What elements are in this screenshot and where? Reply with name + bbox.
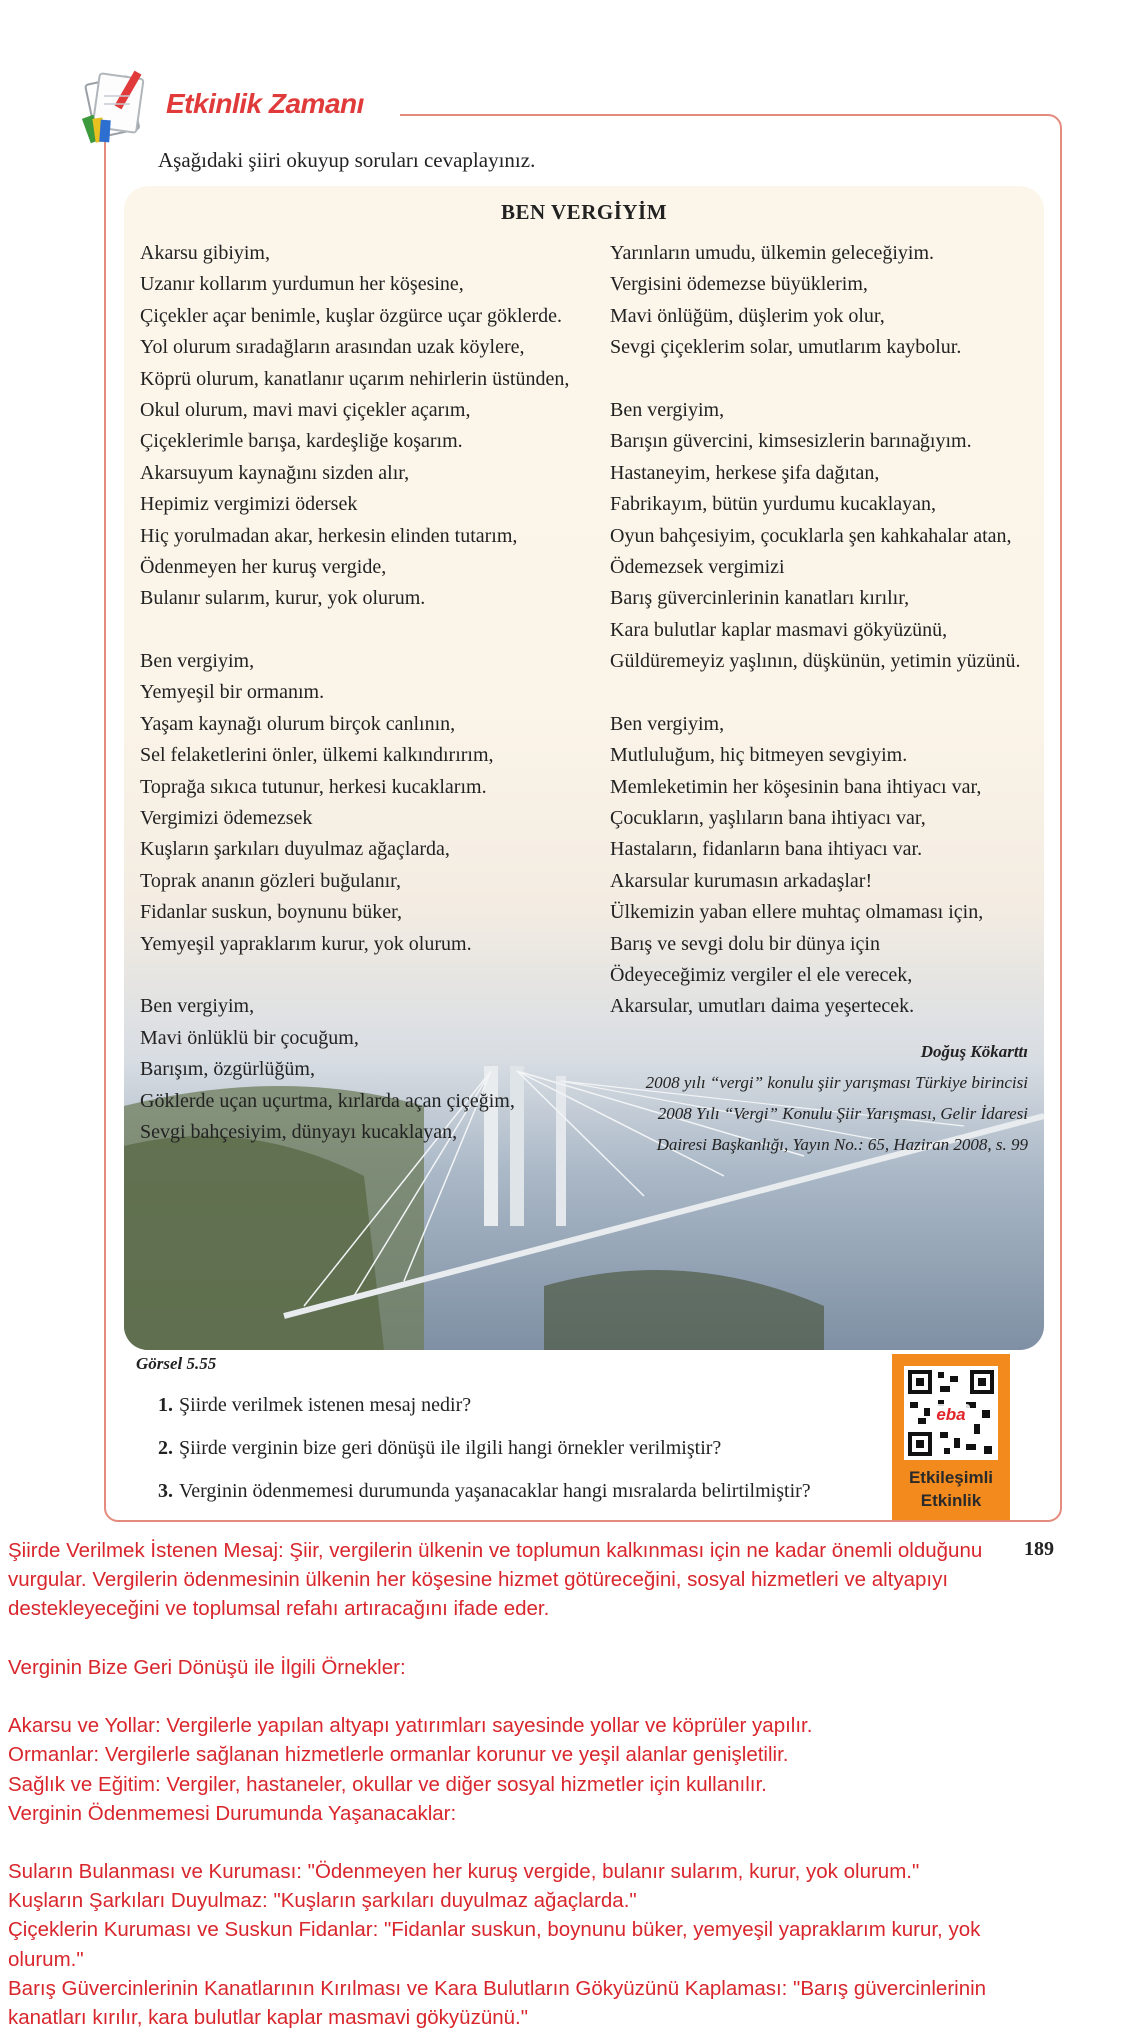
qr-code[interactable] xyxy=(904,1366,998,1460)
poem-line: Ülkemizin yaban ellere muhtaç olmaması için, xyxy=(610,901,984,924)
poem-panel xyxy=(124,186,1044,1350)
poem-line: Hiç yorulmadan akar, herkesin elinden tutarım, xyxy=(140,524,518,547)
activity-title: Etkinlik Zamanı xyxy=(166,88,364,119)
page-number: 189 xyxy=(1024,1538,1054,1560)
poem-line: Vergimizi ödemezsek xyxy=(140,807,313,830)
poem-line: Hepimiz vergimizi ödersek xyxy=(140,493,358,516)
poem-line: Uzanır kollarım yurdumun her köşesine, xyxy=(140,273,464,296)
credit-line: 2008 Yılı “Vergi” Konulu Şiir Yarışması, Gelir İdaresi xyxy=(657,1104,1028,1123)
instruction-text: Aşağıdaki şiiri okuyup soruları cevaplayınız. xyxy=(158,148,536,172)
poem-line: Okul olurum, mavi mavi çiçekler açarım, xyxy=(140,398,471,421)
poem-line: Yol olurum sıradağların arasından uzak köylere, xyxy=(140,336,525,359)
poem-line: Fidanlar suskun, boynunu büker, xyxy=(140,901,402,924)
poem-line: Yemyeşil yapraklarım kurur, yok olurum. xyxy=(140,932,472,955)
poem-line: Ödemezsek vergimizi xyxy=(610,555,785,578)
answer-line xyxy=(8,1624,1088,1653)
poem-line: Göklerde uçan uçurtma, kırlarda açan çiçeğim, xyxy=(140,1089,515,1112)
answer-line: Şiirde Verilmek İstenen Mesaj: Şiir, vergilerin ülkenin ve toplumun kalkınması için ne kadar önemli olduğunu xyxy=(8,1539,983,1562)
answer-line: Verginin Ödenmemesi Durumunda Yaşanacaklar: xyxy=(8,1801,457,1825)
poem-line: Bulanır sularım, kurur, yok olurum. xyxy=(140,587,426,610)
question-list xyxy=(158,1394,811,1523)
poem-line: Ben vergiyim, xyxy=(140,995,255,1018)
poem-line: Barış ve sevgi dolu bir dünya için xyxy=(610,932,880,955)
poem-line: Köprü olurum, kanatlanır uçarım nehirlerin üstünden, xyxy=(140,367,570,390)
poem-line: Akarsu gibiyim, xyxy=(140,242,270,264)
answer-line: Kuşların Şarkıları Duyulmaz: "Kuşların şarkıları duyulmaz ağaçlarda." xyxy=(8,1889,637,1913)
poem-line: Akarsular kurumasın arkadaşlar! xyxy=(610,869,873,892)
credit-line: Dairesi Başkanlığı, Yayın No.: 65, Haziran 2008, s. 99 xyxy=(656,1135,1028,1154)
poem-right-column xyxy=(610,238,1021,1023)
poem-title: BEN VERGİYİM xyxy=(500,200,668,224)
poem-line: Sevgi çiçeklerim solar, umutlarım kaybolur. xyxy=(610,336,962,359)
answer-line xyxy=(8,1828,1088,1857)
answer-line xyxy=(8,1682,1088,1711)
poem-line: Barış güvercinlerinin kanatları kırılır, xyxy=(610,587,910,610)
answer-line: Sağlık ve Eğitim: Vergiler, hastaneler, okullar ve diğer sosyal hizmetler için kullanılır. xyxy=(8,1772,767,1796)
poem-line: Yemyeşil bir ormanım. xyxy=(140,681,325,704)
poem-line: Çiçekler açar benimle, kuşlar özgürce uçar göklerde. xyxy=(140,304,563,327)
poem-line: Güldüremeyiz yaşlının, düşkünün, yetimin yüzünü. xyxy=(610,650,1021,673)
qr-logo: eba xyxy=(936,1405,966,1424)
poem-line: Ödeyeceğimiz vergiler el ele verecek, xyxy=(610,963,913,986)
poem-line xyxy=(140,960,569,991)
poem-line: Sevgi bahçesiyim, dünyayı kucaklayan, xyxy=(140,1120,458,1143)
poem-line: Oyun bahçesiyim, çocuklarla şen kahkahalar atan, xyxy=(610,524,1012,547)
poem-line: Fabrikayım, bütün yurdumu kucaklayan, xyxy=(610,493,937,516)
poem-line: Memleketimin her köşesinin bana ihtiyacı var, xyxy=(610,775,982,798)
poem-line: Ben vergiyim, xyxy=(610,398,725,421)
poem-line xyxy=(140,615,569,646)
pencil-notebook-icon xyxy=(80,66,160,146)
poem-line: Akarsular, umutları daima yeşertecek. xyxy=(610,995,915,1018)
poem-line: Yaşam kaynağı olurum birçok canlının, xyxy=(140,712,456,735)
poem-line: Çocukların, yaşlıların bana ihtiyacı var, xyxy=(610,807,926,830)
answer-line: Ormanlar: Vergilerle sağlanan hizmetlerle ormanlar korunur ve yeşil alanlar genişletilir. xyxy=(8,1743,789,1767)
qr-label: Etkileşimli Etkinlik xyxy=(908,1468,994,1510)
answer-line: vurgular. Vergilerin ödenmesinin ülkenin her köşesine hizmet götüreceğini, sosyal hizmetleri ve altyapıyı xyxy=(8,1568,949,1592)
figure-caption: Görsel 5.55 xyxy=(136,1354,217,1373)
poem-line: Barışım, özgürlüğüm, xyxy=(140,1058,315,1081)
qr-code-icon xyxy=(904,1366,998,1460)
poem-line: Akarsuyum kaynağını sizden alır, xyxy=(140,461,410,484)
poem-line: Yarınların umudu, ülkemin geleceğiyim. xyxy=(610,242,935,264)
poem-line: Mutluluğum, hiç bitmeyen sevgiyim. xyxy=(610,744,908,767)
poem-line: Kara bulutlar kaplar masmavi gökyüzünü, xyxy=(610,618,948,641)
poem-author: Doğuş Kökarttı xyxy=(920,1042,1028,1061)
poem-line: Mavi önlüğüm, düşlerim yok olur, xyxy=(610,304,885,327)
poem-line xyxy=(610,364,1021,395)
poem-line: Hastaların, fidanların bana ihtiyacı var. xyxy=(610,838,923,861)
answer-line: Çiçeklerin Kuruması ve Suskun Fidanlar: "Fidanlar suskun, boynunu büker, yemyeşil yapraklarım kurur, yok xyxy=(8,1918,981,1942)
poem-line: Barışın güvercini, kimsesizlerin barınağıyım. xyxy=(610,430,972,453)
poem-line: Toprak ananın gözleri buğulanır, xyxy=(140,869,402,892)
poem-line: Vergisini ödemezse büyüklerim, xyxy=(610,273,868,296)
answer-line: Verginin Bize Geri Dönüşü ile İlgili Örnekler: xyxy=(8,1655,406,1679)
answer-line: olurum." xyxy=(8,1947,84,1971)
poem-line: Ben vergiyim, xyxy=(140,650,255,673)
question-item: 1. Şiirde verilmek istenen mesaj nedir? xyxy=(158,1394,472,1416)
question-item: 2. Şiirde verginin bize geri dönüşü ile ilgili hangi örnekler verilmiştir? xyxy=(158,1437,722,1459)
poem-line xyxy=(610,677,1021,708)
poem-line: Toprağa sıkıca tutunur, herkesi kucaklarım. xyxy=(140,775,487,798)
poem-line: Ödenmeyen her kuruş vergide, xyxy=(140,555,387,578)
interactive-activity-qr[interactable] xyxy=(892,1354,1010,1520)
answer-text xyxy=(8,1536,1088,2032)
answer-line: kanatları kırılır, kara bulutlar kaplar masmavi gökyüzünü." xyxy=(8,2006,528,2029)
answer-line: Suların Bulanması ve Kuruması: "Ödenmeyen her kuruş vergide, bulanır sularım, kurur, yok olurum." xyxy=(8,1860,920,1884)
credit-line: 2008 yılı “vergi” konulu şiir yarışması Türkiye birincisi xyxy=(645,1073,1028,1092)
poem-line: Sel felaketlerini önler, ülkemi kalkındırırım, xyxy=(140,744,494,767)
poem-credit xyxy=(646,1036,1028,1160)
poem-line: Çiçeklerimle barışa, kardeşliğe koşarım. xyxy=(140,430,463,453)
poem-left-column xyxy=(140,238,569,1148)
answer-line: Akarsu ve Yollar: Vergilerle yapılan altyapı yatırımları sayesinde yollar ve köprüler yapılır. xyxy=(8,1714,813,1738)
answer-line: Barış Güvercinlerinin Kanatlarının Kırılması ve Kara Bulutların Gökyüzünü Kaplaması: "Barış güvercinlerinin xyxy=(8,1976,987,2000)
poem-line: Ben vergiyim, xyxy=(610,712,725,735)
answer-line: destekleyeceğini ve toplumsal refahı artıracağını ifade eder. xyxy=(8,1597,550,1621)
poem-line: Kuşların şarkıları duyulmaz ağaçlarda, xyxy=(140,838,450,861)
question-item: 3. Verginin ödenmemesi durumunda yaşanacaklar hangi mısralarda belirtilmiştir? xyxy=(158,1480,811,1502)
poem-line: Mavi önlüklü bir çocuğum, xyxy=(140,1026,359,1049)
poem-line: Hastaneyim, herkese şifa dağıtan, xyxy=(610,461,880,484)
